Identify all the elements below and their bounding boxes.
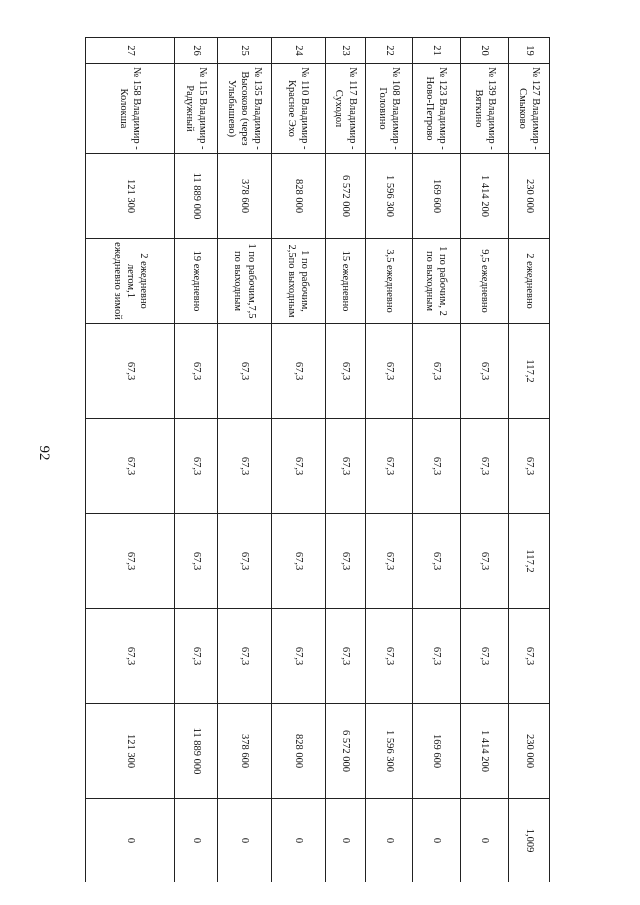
row-number: 21 — [412, 38, 460, 64]
total-value: 378 600 — [218, 704, 272, 799]
page-number: 92 — [36, 445, 52, 461]
route-name: № 127 Владимир - Смыково — [509, 64, 550, 154]
trip-frequency: 19 ежедневно — [175, 239, 218, 324]
row-number: 20 — [460, 38, 508, 64]
value-col-1: 67,3 — [325, 324, 366, 419]
total-value: 169 600 — [412, 704, 460, 799]
row-number: 25 — [218, 38, 272, 64]
value-col-3: 117,2 — [509, 514, 550, 609]
value-col-1: 67,3 — [218, 324, 272, 419]
coefficient: 0 — [460, 799, 508, 883]
annual-volume: 1 596 300 — [366, 154, 412, 239]
row-number: 19 — [509, 38, 550, 64]
value-col-2: 67,3 — [412, 419, 460, 514]
table-row — [218, 38, 272, 883]
coefficient: 1,009 — [509, 799, 550, 883]
value-col-2: 67,3 — [271, 419, 325, 514]
rotated-table-frame — [85, 37, 550, 882]
table-row — [366, 38, 412, 883]
coefficient: 0 — [412, 799, 460, 883]
value-col-3: 67,3 — [86, 514, 175, 609]
value-col-4: 67,3 — [509, 609, 550, 704]
row-number: 22 — [366, 38, 412, 64]
value-col-2: 67,3 — [218, 419, 272, 514]
value-col-1: 67,3 — [412, 324, 460, 419]
route-name: № 110 Владимир - Красное Эхо — [271, 64, 325, 154]
value-col-1: 67,3 — [366, 324, 412, 419]
route-name: № 158 Владимир - Колокша — [86, 64, 175, 154]
route-name: № 115 Владимир - Радужный — [175, 64, 218, 154]
coefficient: 0 — [271, 799, 325, 883]
table-row — [175, 38, 218, 883]
route-name: № 135 Владимир - Высоково (через Улыбышево) — [218, 64, 272, 154]
route-name: № 139 Владимир - Вяткино — [460, 64, 508, 154]
total-value: 230 000 — [509, 704, 550, 799]
value-col-3: 67,3 — [460, 514, 508, 609]
trip-frequency: 3,5 ежедневно — [366, 239, 412, 324]
total-value: 11 889 000 — [175, 704, 218, 799]
annual-volume: 828 000 — [271, 154, 325, 239]
table-row — [509, 38, 550, 883]
value-col-1: 67,3 — [175, 324, 218, 419]
value-col-4: 67,3 — [271, 609, 325, 704]
value-col-4: 67,3 — [412, 609, 460, 704]
coefficient: 0 — [366, 799, 412, 883]
trip-frequency: 1 по рабочим, 2 по выходным — [412, 239, 460, 324]
value-col-4: 67,3 — [325, 609, 366, 704]
table-row — [86, 38, 175, 883]
value-col-2: 67,3 — [86, 419, 175, 514]
table-row — [325, 38, 366, 883]
annual-volume: 121 300 — [86, 154, 175, 239]
coefficient: 0 — [175, 799, 218, 883]
total-value: 6 572 000 — [325, 704, 366, 799]
value-col-2: 67,3 — [325, 419, 366, 514]
total-value: 1 596 300 — [366, 704, 412, 799]
route-name: № 117 Владимир - Суходол — [325, 64, 366, 154]
trip-frequency: 2 ежедневно летом,1 ежедневно зимой — [86, 239, 175, 324]
row-number: 23 — [325, 38, 366, 64]
trip-frequency: 1 по рабочим, 2,5по выходным — [271, 239, 325, 324]
value-col-2: 67,3 — [460, 419, 508, 514]
annual-volume: 11 889 000 — [175, 154, 218, 239]
total-value: 121 300 — [86, 704, 175, 799]
trip-frequency: 1 по рабочим,7,5 по выходным — [218, 239, 272, 324]
data-table — [85, 37, 550, 882]
row-number: 26 — [175, 38, 218, 64]
annual-volume: 378 600 — [218, 154, 272, 239]
value-col-1: 67,3 — [271, 324, 325, 419]
value-col-2: 67,3 — [366, 419, 412, 514]
coefficient: 0 — [325, 799, 366, 883]
row-number: 24 — [271, 38, 325, 64]
value-col-4: 67,3 — [218, 609, 272, 704]
value-col-3: 67,3 — [325, 514, 366, 609]
value-col-4: 67,3 — [366, 609, 412, 704]
coefficient: 0 — [218, 799, 272, 883]
coefficient: 0 — [86, 799, 175, 883]
table-row — [271, 38, 325, 883]
trip-frequency: 15 ежедневно — [325, 239, 366, 324]
trip-frequency: 9,5 ежедневно — [460, 239, 508, 324]
value-col-4: 67,3 — [460, 609, 508, 704]
row-number: 27 — [86, 38, 175, 64]
value-col-2: 67,3 — [509, 419, 550, 514]
value-col-3: 67,3 — [175, 514, 218, 609]
table-container — [85, 37, 550, 882]
value-col-3: 67,3 — [366, 514, 412, 609]
value-col-2: 67,3 — [175, 419, 218, 514]
value-col-1: 67,3 — [86, 324, 175, 419]
route-name: № 108 Владимир - Головино — [366, 64, 412, 154]
value-col-1: 67,3 — [460, 324, 508, 419]
table-row — [412, 38, 460, 883]
value-col-3: 67,3 — [412, 514, 460, 609]
route-name: № 123 Владимир - Ново-Петрово — [412, 64, 460, 154]
annual-volume: 230 000 — [509, 154, 550, 239]
value-col-3: 67,3 — [271, 514, 325, 609]
trip-frequency: 2 ежедневно — [509, 239, 550, 324]
value-col-4: 67,3 — [175, 609, 218, 704]
annual-volume: 1 414 200 — [460, 154, 508, 239]
table-row — [460, 38, 508, 883]
total-value: 828 000 — [271, 704, 325, 799]
value-col-4: 67,3 — [86, 609, 175, 704]
value-col-1: 117,2 — [509, 324, 550, 419]
value-col-3: 67,3 — [218, 514, 272, 609]
table-body — [86, 38, 550, 883]
total-value: 1 414 200 — [460, 704, 508, 799]
annual-volume: 169 600 — [412, 154, 460, 239]
annual-volume: 6 572 000 — [325, 154, 366, 239]
